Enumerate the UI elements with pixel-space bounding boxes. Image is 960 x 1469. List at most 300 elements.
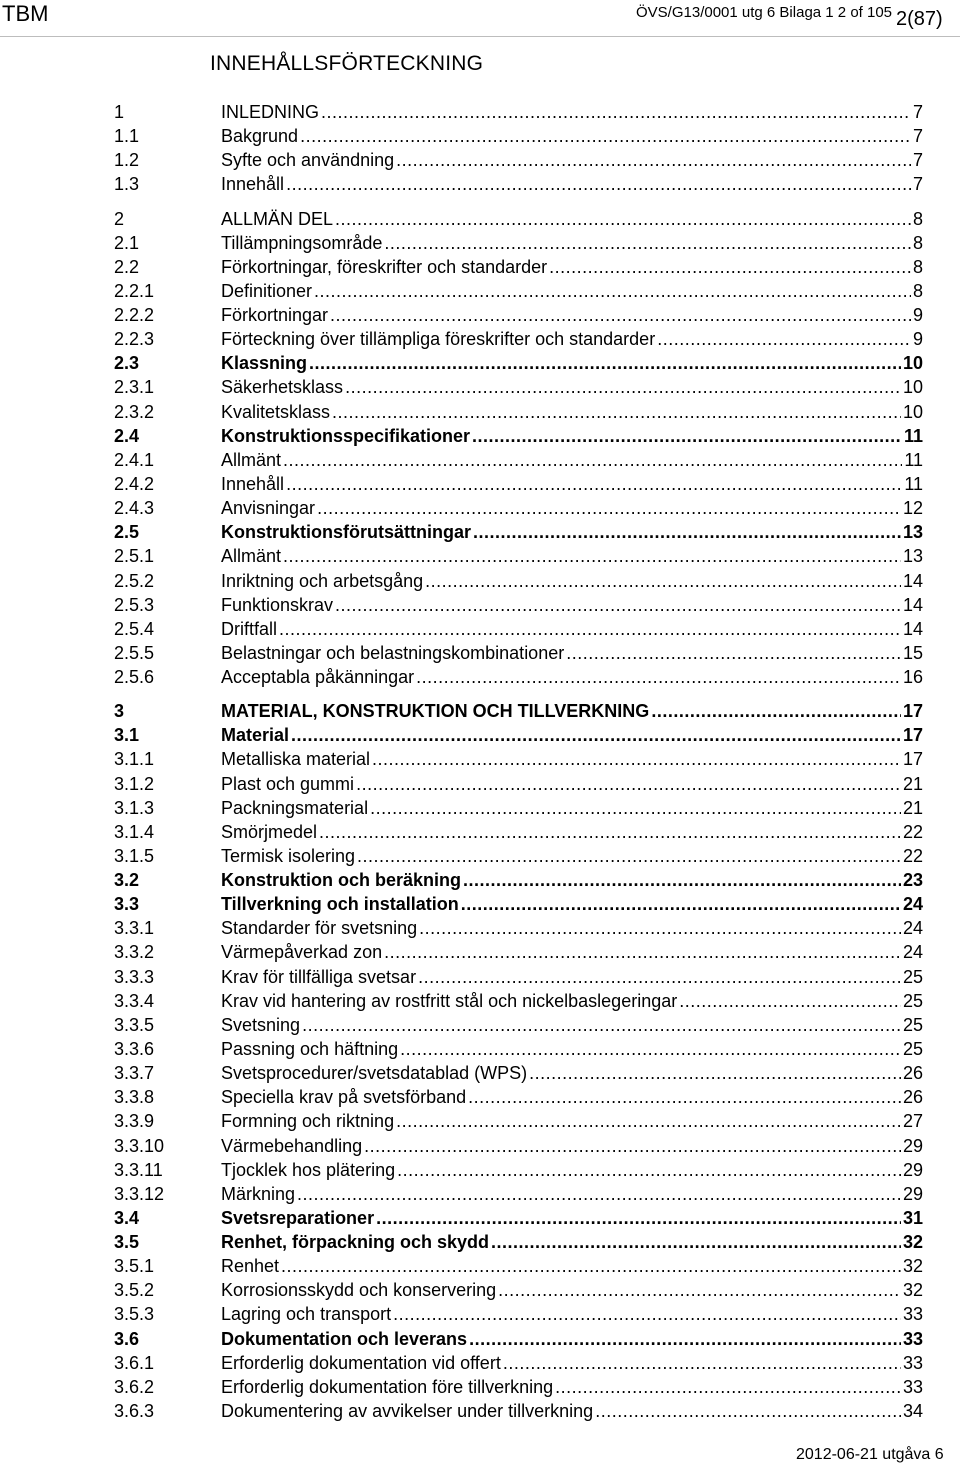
toc-entry-title: Innehåll [221, 174, 285, 195]
toc-entry-number: 2.4.2 [114, 473, 155, 494]
toc-entry[interactable] [0, 472, 960, 496]
dot-leader [595, 1399, 901, 1423]
toc-entry-page: 13 [902, 546, 923, 567]
toc-entry[interactable] [0, 1109, 960, 1133]
toc-entry-page: 14 [902, 570, 923, 591]
toc-entry-page: 8 [912, 280, 923, 301]
toc-entry[interactable] [0, 207, 960, 231]
toc-entry-page: 7 [912, 102, 923, 122]
dot-leader [468, 1085, 901, 1109]
toc-entry-title: Krav för tillfälliga svetsar [221, 966, 417, 987]
toc-entry-number: 2 [114, 208, 125, 229]
toc-entry-title: Svetsning [221, 1014, 301, 1035]
dot-leader [384, 231, 911, 255]
toc-entry[interactable] [0, 172, 960, 196]
toc-entry-line [221, 255, 923, 279]
toc-entry-line [221, 844, 923, 868]
toc-entry-page: 27 [902, 1111, 923, 1132]
toc-entry-page: 9 [912, 305, 923, 325]
dot-leader [332, 400, 901, 424]
toc-entry-number: 3.3.7 [114, 1063, 155, 1084]
dot-leader [400, 1037, 901, 1061]
document-reference: ÖVS/G13/0001 utg 6 Bilaga 1 2 of 105 [636, 4, 893, 21]
toc-entry[interactable] [0, 772, 960, 796]
toc-entry-number: 3.6 [114, 1328, 140, 1349]
dot-leader [345, 375, 901, 399]
toc-entry-line [221, 1037, 923, 1061]
toc-entry-number: 2.5 [114, 522, 140, 543]
toc-entry-page: 14 [902, 618, 923, 639]
toc-entry-line [221, 820, 923, 844]
toc-entry[interactable] [0, 124, 960, 148]
toc-title: INNEHÅLLSFÖRTECKNING [210, 52, 484, 75]
toc-entry[interactable] [0, 375, 960, 399]
dot-leader [291, 723, 901, 747]
toc-entry[interactable] [0, 520, 960, 544]
toc-entry[interactable] [0, 1375, 960, 1399]
toc-entry-line [221, 496, 923, 520]
toc-entry-page: 29 [902, 1183, 923, 1204]
toc-entry-number: 3.3.5 [114, 1014, 155, 1035]
dot-leader [335, 207, 911, 231]
toc-entry-page: 25 [902, 1038, 923, 1059]
page-number: 2(87) [896, 8, 943, 30]
toc-entry-line [221, 148, 923, 172]
toc-entry-number: 3.1.1 [114, 749, 155, 770]
toc-entry-title: MATERIAL, KONSTRUKTION OCH TILLVERKNING [221, 701, 650, 722]
toc-entry[interactable] [0, 1399, 960, 1423]
dot-leader [314, 279, 911, 303]
toc-entry-title: Konstruktionsförutsättningar [221, 522, 471, 543]
toc-entry[interactable] [0, 424, 960, 448]
toc-entry-title: Tillverkning och installation [221, 894, 459, 915]
dot-leader [302, 1013, 901, 1037]
toc-entry-page: 24 [902, 918, 923, 939]
toc-entry-title: Standarder för svetsning [221, 918, 418, 939]
toc-entry-number: 2.4 [114, 425, 140, 446]
dot-leader [319, 820, 901, 844]
footer-date: 2012-06-21 utgåva 6 [796, 1446, 944, 1463]
toc-entry-page: 7 [912, 126, 923, 147]
dot-leader [463, 868, 901, 892]
toc-entry[interactable] [0, 892, 960, 916]
toc-entry-title: Förkortningar, föreskrifter och standarder [221, 256, 548, 277]
toc-entry-page: 10 [902, 401, 923, 422]
dot-leader [330, 303, 911, 327]
toc-entry-line [221, 1085, 923, 1109]
toc-entry-title: Konstruktionsspecifikationer [221, 425, 471, 446]
toc-entry-page: 12 [902, 498, 923, 519]
toc-entry-title: Allmänt [221, 449, 282, 470]
toc-entry-number: 3.1.2 [114, 773, 155, 794]
toc-entry-line [221, 1109, 923, 1133]
toc-entry-title: Dokumentation och leverans [221, 1328, 468, 1349]
toc-entry-line [221, 1375, 923, 1399]
toc-entry-page: 7 [912, 150, 923, 171]
toc-entry-number: 3.6.3 [114, 1400, 155, 1421]
dot-leader [657, 327, 911, 351]
toc-entry-number: 2.4.1 [114, 449, 155, 470]
toc-entry-line [221, 1182, 923, 1206]
dot-leader [397, 1158, 901, 1182]
toc-entry-title: Säkerhetsklass [221, 377, 344, 398]
toc-entry-line [221, 699, 923, 723]
toc-entry-number: 3.3.2 [114, 942, 155, 963]
toc-entry-number: 2.4.3 [114, 498, 155, 519]
toc-entry-page: 32 [902, 1232, 923, 1252]
toc-entry[interactable] [0, 1061, 960, 1085]
dot-leader [472, 424, 902, 448]
dot-leader [491, 1230, 901, 1254]
toc-entry-line [221, 868, 923, 892]
toc-entry-line [221, 1061, 923, 1085]
toc-entry[interactable] [0, 699, 960, 723]
toc-entry-line [221, 303, 923, 327]
toc-entry[interactable] [0, 231, 960, 255]
dot-leader [566, 641, 901, 665]
dot-leader [679, 989, 901, 1013]
toc-entry-title: Belastningar och belastningskombinationer [221, 642, 565, 663]
toc-entry[interactable] [0, 1182, 960, 1206]
toc-entry-number: 3.3.9 [114, 1111, 155, 1132]
toc-entry-title: Konstruktion och beräkning [221, 870, 462, 890]
toc-entry-number: 1.1 [114, 126, 140, 147]
dot-leader [419, 916, 901, 940]
toc-entry-line [221, 916, 923, 940]
toc-entry-number: 1 [114, 102, 125, 122]
toc-entry[interactable] [0, 940, 960, 964]
toc-entry-number: 3.5.2 [114, 1280, 155, 1301]
toc-entry-title: Packningsmaterial [221, 797, 369, 818]
dot-leader [418, 965, 901, 989]
toc-entry-page: 26 [902, 1087, 923, 1108]
toc-entry-line [221, 207, 923, 231]
toc-entry-line [221, 1230, 923, 1254]
toc-entry[interactable] [0, 1230, 960, 1254]
toc-entry-title: Renhet, förpackning och skydd [221, 1232, 490, 1252]
toc-entry-title: Förteckning över tillämpliga föreskrifter och standarder [221, 329, 656, 350]
toc-entry[interactable] [0, 1085, 960, 1109]
toc-entry-page: 14 [902, 594, 923, 615]
toc-entry-line [221, 279, 923, 303]
toc-entry-line [221, 1278, 923, 1302]
toc-entry-page: 32 [902, 1256, 923, 1277]
toc-entry-title: Erforderlig dokumentation vid offert [221, 1352, 501, 1373]
toc-entry[interactable] [0, 747, 960, 771]
toc-entry-title: Förkortningar [221, 305, 329, 325]
toc-entry-number: 2.2.3 [114, 329, 155, 350]
toc-entry[interactable] [0, 1351, 960, 1375]
toc-entry-number: 3.5 [114, 1232, 140, 1252]
toc-entry-line [221, 569, 923, 593]
toc-entry-title: Passning och häftning [221, 1038, 399, 1059]
toc-entry[interactable] [0, 617, 960, 641]
toc-entry-title: Värmebehandling [221, 1135, 363, 1156]
dot-leader [283, 544, 901, 568]
toc-entry-title: Dokumentering av avvikelser under tillverkning [221, 1400, 594, 1421]
dot-leader [281, 1254, 901, 1278]
toc-entry-number: 3.1.4 [114, 821, 155, 842]
dot-leader [317, 496, 901, 520]
toc-entry[interactable] [0, 255, 960, 279]
toc-entry-line [221, 989, 923, 1013]
toc-entry-line [221, 641, 923, 665]
toc-entry-page: 17 [902, 701, 923, 722]
dot-leader [376, 1206, 901, 1230]
toc-entry-number: 3.1 [114, 725, 140, 746]
toc-entry-page: 8 [912, 256, 923, 277]
toc-entry-number: 3.3.1 [114, 918, 155, 939]
dot-leader [370, 796, 901, 820]
toc-entry[interactable] [0, 868, 960, 892]
toc-entry[interactable] [0, 965, 960, 989]
toc-entry-page: 11 [903, 425, 923, 446]
toc-entry-page: 10 [902, 353, 923, 374]
toc-entry-number: 2.1 [114, 232, 140, 253]
toc-entry-line [221, 100, 923, 124]
toc-entry[interactable] [0, 1254, 960, 1278]
toc-entry-line [221, 940, 923, 964]
toc-entry-title: Definitioner [221, 280, 313, 301]
toc-entry-number: 3.3 [114, 894, 140, 915]
dot-leader [309, 351, 901, 375]
toc-entry[interactable] [0, 1013, 960, 1037]
toc-entry-title: Smörjmedel [221, 821, 318, 842]
toc-entry-number: 2.5.4 [114, 618, 155, 639]
toc-entry-title: Korrosionsskydd och konservering [221, 1280, 497, 1301]
toc-entry[interactable] [0, 1037, 960, 1061]
toc-entry-line [221, 1327, 923, 1351]
dot-leader [364, 1134, 901, 1158]
toc-entry-page: 31 [902, 1207, 923, 1228]
toc-entry-title: Svetsprocedurer/svetsdatablad (WPS) [221, 1063, 528, 1084]
toc-entry-page: 17 [902, 725, 923, 746]
toc-entry-number: 2.5.2 [114, 570, 155, 591]
toc-entry-page: 24 [902, 942, 923, 963]
toc-entry-page: 11 [904, 449, 923, 470]
toc-entry-line [221, 472, 923, 496]
toc-entry-number: 3.3.10 [114, 1135, 165, 1156]
toc-entry-title: Acceptabla påkänningar [221, 667, 415, 687]
toc-entry-title: Klassning [221, 353, 308, 374]
toc-entry[interactable] [0, 148, 960, 172]
toc-entry-page: 7 [912, 174, 923, 195]
dot-leader [286, 172, 911, 196]
toc-entry-title: Formning och riktning [221, 1111, 395, 1132]
toc-entry-title: INLEDNING [221, 102, 320, 122]
toc-entry-title: Inriktning och arbetsgång [221, 570, 424, 591]
toc-entry-line [221, 892, 923, 916]
toc-entry-line [221, 124, 923, 148]
toc-entry-line [221, 424, 923, 448]
dot-leader [300, 124, 911, 148]
toc-entry-title: Material [221, 725, 290, 746]
toc-entry[interactable] [0, 569, 960, 593]
toc-entry-page: 33 [902, 1304, 923, 1325]
dot-leader [425, 569, 901, 593]
toc-entry-line [221, 351, 923, 375]
toc-entry-line [221, 172, 923, 196]
toc-entry-title: Syfte och användning [221, 150, 395, 171]
toc-entry-title: Märkning [221, 1183, 296, 1204]
dot-leader [357, 844, 901, 868]
toc-entry-title: Funktionskrav [221, 594, 334, 615]
toc-entry-page: 33 [902, 1376, 923, 1397]
dot-leader [503, 1351, 901, 1375]
toc-entry-number: 1.3 [114, 174, 140, 195]
toc-entry-page: 34 [902, 1400, 923, 1421]
toc-entry[interactable] [0, 1158, 960, 1182]
toc-entry-page: 11 [904, 473, 923, 494]
toc-entry-number: 3 [114, 701, 125, 722]
toc-entry[interactable] [0, 100, 960, 124]
toc-entry-title: Allmänt [221, 546, 282, 567]
toc-entry-number: 2.5.6 [114, 667, 155, 687]
toc-entry-page: 13 [902, 522, 923, 543]
toc-entry-title: Speciella krav på svetsförband [221, 1087, 467, 1108]
toc-entry[interactable] [0, 916, 960, 940]
toc-entry-number: 2.5.1 [114, 546, 155, 567]
toc-entry-page: 10 [902, 377, 923, 398]
toc-entry[interactable] [0, 400, 960, 424]
toc-entry-title: Bakgrund [221, 126, 299, 147]
toc-entry-page: 25 [902, 990, 923, 1011]
dot-leader [356, 772, 901, 796]
dot-leader [416, 665, 901, 689]
dot-leader [461, 892, 901, 916]
dot-leader [286, 472, 902, 496]
toc-entry-title: Metalliska material [221, 749, 371, 770]
toc-entry[interactable] [0, 665, 960, 689]
toc-entry-line [221, 448, 923, 472]
toc-entry-number: 3.5.3 [114, 1304, 155, 1325]
toc-entry-line [221, 1206, 923, 1230]
toc-entry[interactable] [0, 351, 960, 375]
toc-entry[interactable] [0, 796, 960, 820]
toc-entry-page: 23 [902, 870, 923, 890]
toc-entry-page: 33 [902, 1352, 923, 1373]
toc-entry-line [221, 1254, 923, 1278]
dot-leader [498, 1278, 901, 1302]
toc-entry[interactable] [0, 1278, 960, 1302]
toc-entry-line [221, 723, 923, 747]
toc-entry-number: 3.5.1 [114, 1256, 155, 1277]
toc-entry[interactable] [0, 1327, 960, 1351]
dot-leader [555, 1375, 901, 1399]
dot-leader [279, 617, 901, 641]
toc-entry-page: 25 [902, 1014, 923, 1035]
toc-entry[interactable] [0, 641, 960, 665]
toc-entry-number: 2.5.3 [114, 594, 155, 615]
toc-entry-page: 22 [902, 821, 923, 842]
toc-entry-number: 3.2 [114, 870, 140, 890]
toc-entry-page: 29 [902, 1159, 923, 1180]
toc-entry-page: 9 [912, 329, 923, 350]
toc-entry[interactable] [0, 1206, 960, 1230]
dot-leader [297, 1182, 901, 1206]
toc-entry-number: 2.3.2 [114, 401, 155, 422]
toc-entry[interactable] [0, 448, 960, 472]
toc-entry-page: 24 [902, 894, 923, 915]
toc-entry-line [221, 400, 923, 424]
toc-entry-page: 17 [902, 749, 923, 770]
dot-leader [529, 1061, 901, 1085]
toc-entry-number: 3.6.2 [114, 1376, 155, 1397]
toc-entry-line [221, 593, 923, 617]
toc-entry-line [221, 231, 923, 255]
dot-leader [473, 520, 901, 544]
toc-entry[interactable] [0, 844, 960, 868]
toc-entry-number: 2.2.1 [114, 280, 155, 301]
dot-leader [396, 148, 911, 172]
toc-entry[interactable] [0, 820, 960, 844]
toc-entry-title: Plast och gummi [221, 773, 355, 794]
toc-entry-title: Tillämpningsområde [221, 232, 383, 253]
dot-leader [384, 940, 901, 964]
toc-entry-title: Termisk isolering [221, 845, 356, 866]
toc-entry-line [221, 772, 923, 796]
toc-entry-line [221, 544, 923, 568]
toc-entry-number: 2.2.2 [114, 305, 155, 325]
toc-entry[interactable] [0, 279, 960, 303]
toc-entry[interactable] [0, 327, 960, 351]
toc-entry-title: Lagring och transport [221, 1304, 392, 1325]
toc-entry[interactable] [0, 1302, 960, 1326]
dot-leader [372, 747, 901, 771]
toc-entry-line [221, 747, 923, 771]
toc-entry[interactable] [0, 723, 960, 747]
toc-entry[interactable] [0, 1134, 960, 1158]
toc-entry-number: 3.1.3 [114, 797, 155, 818]
toc-entry-line [221, 1158, 923, 1182]
toc-entry-number: 2.5.5 [114, 642, 155, 663]
toc-entry-page: 8 [912, 232, 923, 253]
toc-entry-number: 1.2 [114, 150, 140, 171]
toc-entry-title: Kvalitetsklass [221, 401, 331, 422]
toc-entry-title: Tjocklek hos plätering [221, 1159, 396, 1180]
toc-entry[interactable] [0, 496, 960, 520]
toc-entry-line [221, 1013, 923, 1037]
toc-entry[interactable] [0, 593, 960, 617]
toc-entry-line [221, 1302, 923, 1326]
toc-entry[interactable] [0, 989, 960, 1013]
toc-entry-number: 3.6.1 [114, 1352, 155, 1373]
toc-entry-title: Renhet [221, 1256, 280, 1277]
toc-entry-page: 16 [902, 667, 923, 687]
toc-entry-line [221, 1134, 923, 1158]
dot-leader [283, 448, 902, 472]
toc-entry[interactable] [0, 544, 960, 568]
dot-leader [396, 1109, 901, 1133]
toc-entry-number: 3.4 [114, 1207, 140, 1228]
toc-entry-title: Driftfall [221, 618, 278, 639]
toc-entry-number: 3.3.12 [114, 1183, 165, 1204]
dot-leader [335, 593, 901, 617]
toc-entry-title: Svetsreparationer [221, 1207, 375, 1228]
toc-entry-line [221, 1351, 923, 1375]
toc-entry-number: 2.3.1 [114, 377, 155, 398]
toc-entry-number: 2.2 [114, 256, 140, 277]
toc-entry-page: 32 [902, 1280, 923, 1301]
toc-entry[interactable] [0, 303, 960, 327]
toc-entry-line [221, 520, 923, 544]
toc-entry-page: 29 [902, 1135, 923, 1156]
toc-entry-title: Erforderlig dokumentation före tillverkning [221, 1376, 554, 1397]
toc-entry-number: 3.3.11 [114, 1159, 163, 1180]
toc-entry-line [221, 965, 923, 989]
toc-entry-number: 3.3.3 [114, 966, 155, 987]
toc-entry-number: 3.3.4 [114, 990, 155, 1011]
